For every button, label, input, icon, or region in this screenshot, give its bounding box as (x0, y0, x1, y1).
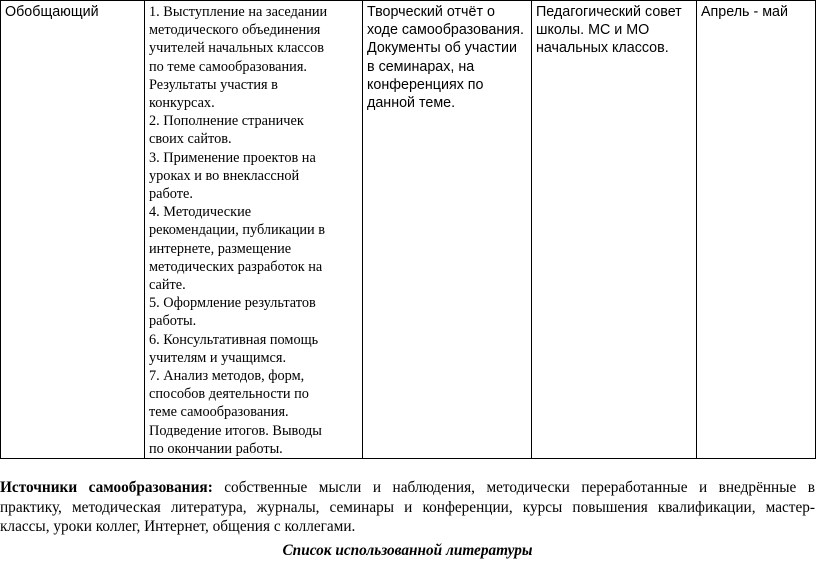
actions-cell (145, 1, 363, 459)
actions-line: конкурсах. (149, 95, 215, 112)
dates-text: Апрель - май (701, 4, 788, 20)
dates-cell (697, 1, 816, 459)
where-line: школы. МС и МО (536, 22, 650, 39)
actions-line: по теме самообразования. (149, 58, 307, 75)
actions-line: Подведение итогов. Выводы (149, 422, 322, 439)
where-cell (532, 1, 697, 459)
table-row (1, 1, 816, 459)
where-line: Педагогический совет (536, 4, 682, 20)
report-line: ходе самообразования. (367, 22, 524, 39)
report-cell (363, 1, 532, 459)
sources-line-3: классы, уроки коллег, Интернет, общения с коллегами. (0, 518, 356, 535)
actions-line: 2. Пополнение страничек (149, 113, 304, 130)
report-line: Творческий отчёт о (367, 4, 495, 20)
actions-line: Результаты участия в (149, 76, 278, 93)
actions-line: 5. Оформление результатов (149, 295, 316, 312)
report-line: данной теме. (367, 95, 456, 112)
sources-line-2: практику, методическая литература, журналы, семинары и конференции, курсы повышения квалификации, мастер- (0, 498, 815, 516)
actions-line: рекомендации, публикации в (149, 222, 326, 239)
report-line: в семинарах, на (367, 58, 475, 75)
actions-line: своих сайтов. (149, 131, 232, 148)
report-line: Документы об участии (367, 40, 517, 57)
sources-paragraph (0, 478, 815, 537)
actions-line: сайте. (149, 277, 186, 294)
actions-line: способов деятельности по (149, 386, 309, 403)
stage-text: Обобщающий (5, 4, 99, 20)
actions-line: учителям и учащимся. (149, 349, 287, 366)
actions-line: 6. Консультативная помощь (149, 331, 319, 348)
literature-heading: Список использованной литературы (282, 542, 533, 559)
sources-label: Источники самообразования: (0, 479, 213, 496)
sources-text-1: собственные мысли и наблюдения, методически переработанные и внедрённые в (212, 479, 815, 496)
actions-line: уроках и во внеклассной (149, 167, 300, 184)
actions-line: 7. Анализ методов, форм, (149, 368, 305, 385)
actions-line: по окончании работы. (149, 440, 283, 457)
actions-line: 1. Выступление на заседании (149, 4, 328, 20)
actions-line: 4. Методические (149, 204, 252, 221)
actions-line: теме самообразования. (149, 404, 289, 421)
actions-line: работы. (149, 313, 197, 330)
actions-line: методического объединения (149, 22, 321, 39)
where-line: начальных классов. (536, 40, 669, 57)
stage-cell (1, 1, 145, 459)
actions-line: учителей начальных классов (149, 40, 325, 57)
sources-line-1 (0, 478, 815, 498)
actions-line: работе. (149, 186, 193, 203)
report-line: конференциях по (367, 76, 484, 93)
actions-line: 3. Применение проектов на (149, 149, 316, 166)
actions-line: методических разработок на (149, 258, 323, 275)
actions-line: интернете, размещение (149, 240, 292, 257)
